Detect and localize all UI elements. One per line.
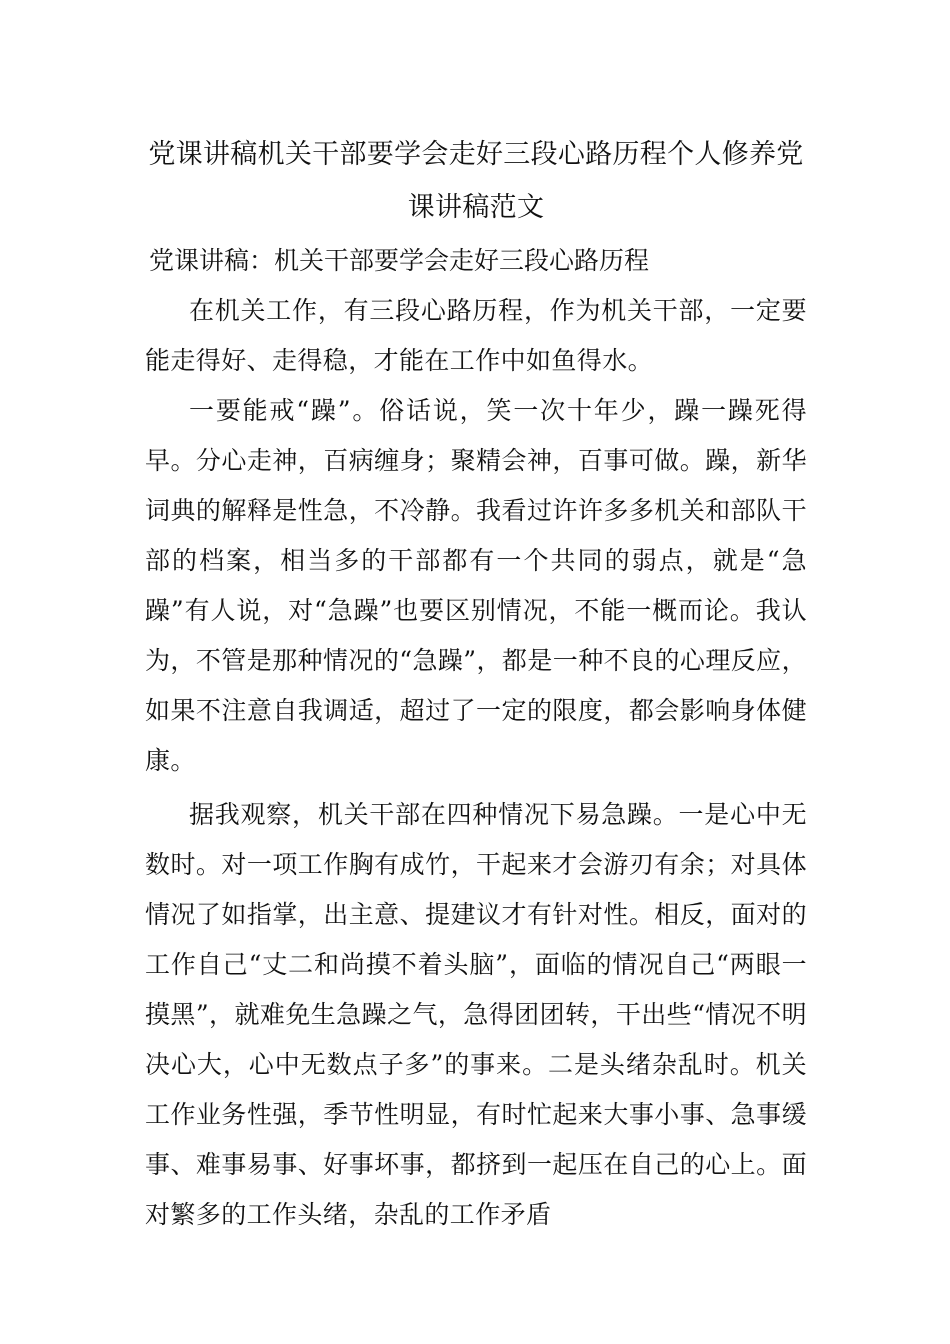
paragraph-restlessness: 一要能戒“躁”。俗话说，笑一次十年少，躁一躁死得早。分心走神，百病缠身；聚精会神，百事可做。躁，新华词典的解释是性急，不冷静。我看过许许多多机关和部队干部的档案，相当多的干部都有一个共同的弱点，就是“急躁”有人说，对“急躁”也要区别情况，不能一概而论。我认为，不管是那种情况的“急躁”，都是一种不良的心理反应，如果不注意自我调适，超过了一定的限度，都会影响身体健康。: [145, 396, 807, 775]
paragraph-intro: 在机关工作，有三段心路历程，作为机关干部，一定要能走得好、走得稳，才能在工作中如鱼得水。: [145, 296, 807, 375]
paragraph-observation: 据我观察，机关干部在四种情况下易急躁。一是心中无数时。对一项工作胸有成竹，干起来才会游刃有余；对具体情况了如指掌，出主意、提建议才有针对性。相反，面对的工作自己“丈二和尚摸不着头脑”，面临的情况自己“两眼一摸黑”，就难免生急躁之气，急得团团转，干出些“情况不明决心大，心中无数点子多”的事来。二是头绪杂乱时。机关工作业务性强，季节性明显，有时忙起来大事小事、急事缓事、难事易事、好事坏事，都挤到一起压在自己的心上。面对繁多的工作头绪，杂乱的工作矛盾: [145, 800, 807, 1229]
document-subtitle: 党课讲稿：机关干部要学会走好三段心路历程: [149, 246, 650, 275]
document-title: 党课讲稿机关干部要学会走好三段心路历程个人修养党课讲稿范文: [148, 139, 804, 223]
document-page: [145, 128, 807, 1240]
